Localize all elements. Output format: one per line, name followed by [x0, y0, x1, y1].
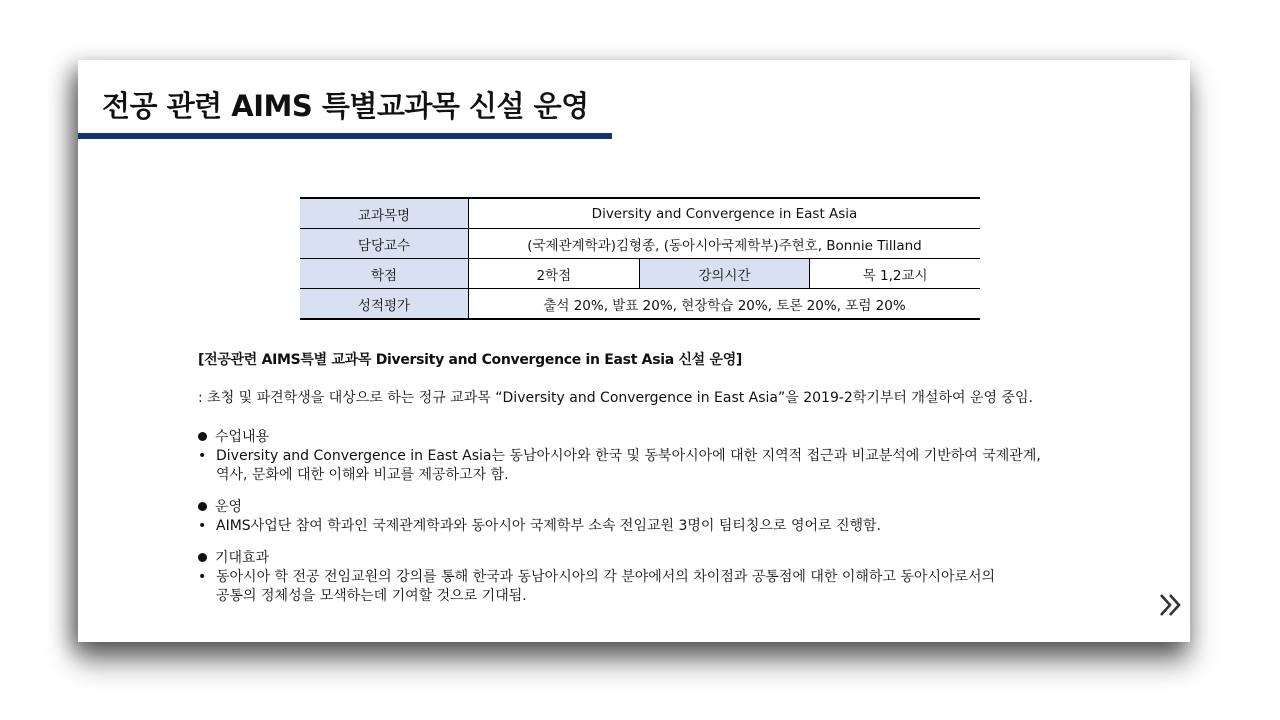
- table-row: [300, 198, 980, 229]
- time-value: 목 1,2교시: [810, 259, 980, 289]
- credit-value: 2학점: [469, 259, 640, 289]
- professor-label: 담당교수: [300, 229, 469, 259]
- credit-label: 학점: [300, 259, 469, 289]
- bullet-marker: •: [198, 518, 207, 534]
- table-row: [300, 259, 980, 289]
- bullet-marker: •: [198, 569, 207, 585]
- bullet-marker: •: [198, 448, 207, 464]
- list-item: [198, 447, 1096, 485]
- page-title: 전공 관련 AIMS 특별교과목 신설 운영: [102, 89, 589, 123]
- section-title-operation: [198, 498, 242, 517]
- section-title-text: 운영: [215, 499, 243, 515]
- table-row: [300, 289, 980, 320]
- slide: [78, 60, 1190, 642]
- section-heading: [전공관련 AIMS특별 교과목 Diversity and Convergence in East Asia 신설 운영]: [198, 352, 743, 368]
- bullet-text-line: 공통의 정체성을 모색하는데 기여할 것으로 기대됨.: [216, 588, 527, 604]
- section-title-text: 수업내용: [215, 429, 270, 445]
- professor-value: (국제관계학과)김형종, (동아시아국제학부)주현호, Bonnie Tilland: [469, 229, 981, 259]
- intro-text: : 초청 및 파견학생을 대상으로 하는 정규 교과목 “Diversity and Convergence in East Asia”을 2019-2학기부터 개설하여 운영 중임.: [198, 390, 1033, 406]
- course-info-table: [300, 197, 980, 320]
- section-title-effects: [198, 549, 269, 568]
- list-item: [198, 517, 1096, 536]
- bullet-text-line: Diversity and Convergence in East Asia는 동남아시아와 한국 및 동북아시아에 대한 지역적 접근과 비교분석에 기반하여 국제관계,: [216, 448, 1041, 464]
- filled-circle-bullet-icon: [198, 502, 207, 511]
- grading-value: 출석 20%, 발표 20%, 현장학습 20%, 토론 20%, 포럼 20%: [469, 289, 981, 320]
- double-chevron-right-icon[interactable]: [1158, 592, 1184, 618]
- course-name-label: 교과목명: [300, 198, 469, 229]
- bullet-text-line: 동아시아 학 전공 전임교원의 강의를 통해 한국과 동남아시아의 각 분야에서의 차이점과 공통점에 대한 이해하고 동아시아로서의: [216, 569, 996, 585]
- section-title-content: [198, 428, 269, 447]
- course-name-value: Diversity and Convergence in East Asia: [469, 198, 981, 229]
- list-item: [198, 568, 1096, 606]
- section-title-text: 기대효과: [215, 550, 270, 566]
- table-row: [300, 229, 980, 259]
- grading-label: 성적평가: [300, 289, 469, 320]
- filled-circle-bullet-icon: [198, 432, 207, 441]
- bullet-text-line: 역사, 문화에 대한 이해와 비교를 제공하고자 함.: [216, 467, 509, 483]
- bullet-text-line: AIMS사업단 참여 학과인 국제관계학과와 동아시아 국제학부 소속 전임교원 3명이 팀티칭으로 영어로 진행함.: [216, 518, 881, 534]
- time-label: 강의시간: [639, 259, 810, 289]
- title-underline: [78, 133, 612, 139]
- filled-circle-bullet-icon: [198, 553, 207, 562]
